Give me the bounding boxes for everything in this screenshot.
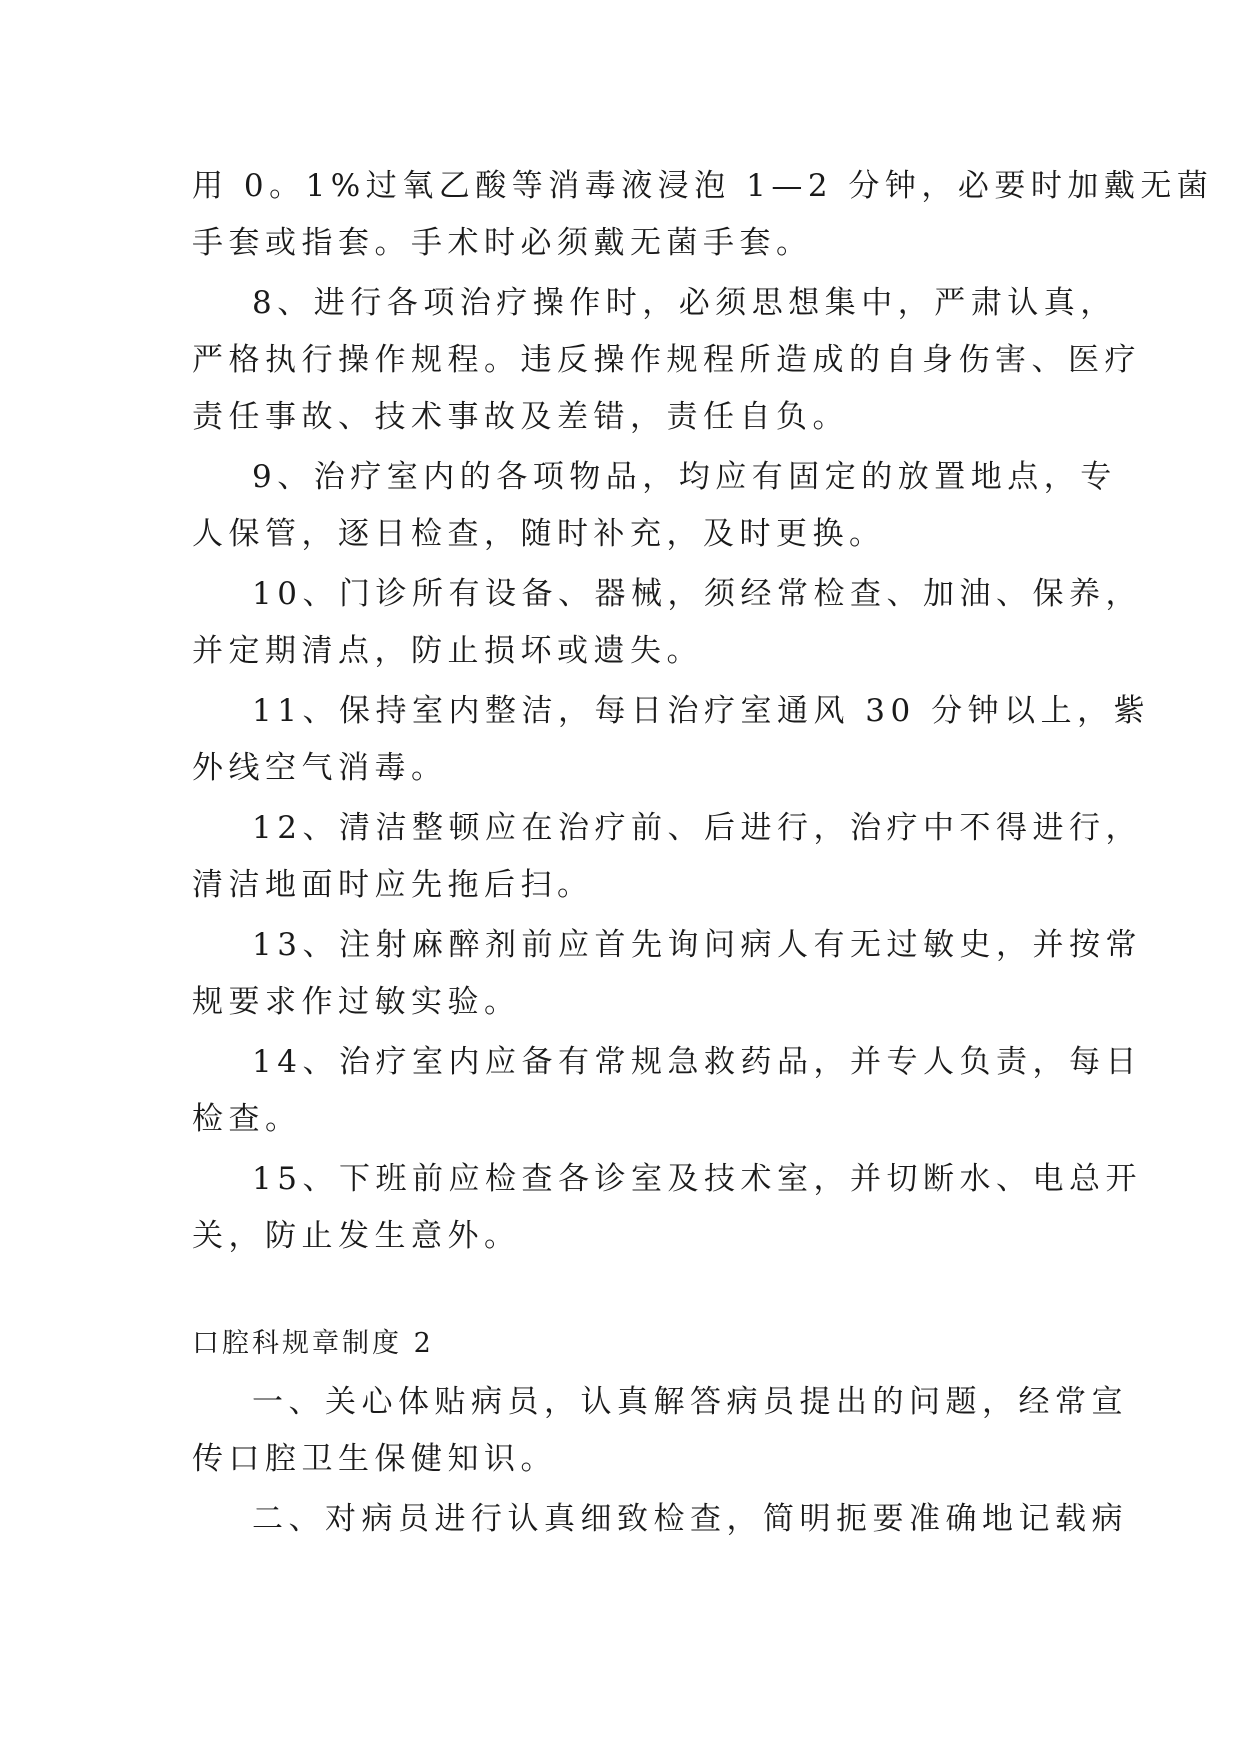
text-line: 9、治疗室内的各项物品，均应有固定的放置地点，专 bbox=[252, 459, 1117, 495]
text-line: 二、对病员进行认真细致检查，简明扼要准确地记载病 bbox=[252, 1501, 1128, 1537]
text-line: 一、关心体贴病员，认真解答病员提出的问题，经常宣 bbox=[252, 1384, 1128, 1420]
text-line: 手套或指套。手术时必须戴无菌手套。 bbox=[192, 225, 813, 261]
text-line: 12、清洁整顿应在治疗前、后进行，治疗中不得进行， bbox=[252, 810, 1142, 846]
text-line: 关，防止发生意外。 bbox=[192, 1218, 521, 1254]
text-line: 用 0。1%过氧乙酸等消毒液浸泡 1—2 分钟，必要时加戴无菌 bbox=[192, 168, 1214, 204]
text-line: 人保管，逐日检查，随时补充，及时更换。 bbox=[192, 516, 886, 552]
section-title: 口腔科规章制度 2 bbox=[192, 1328, 434, 1359]
text-line: 责任事故、技术事故及差错，责任自负。 bbox=[192, 399, 849, 435]
text-line: 10、门诊所有设备、器械，须经常检查、加油、保养， bbox=[252, 576, 1142, 612]
text-line: 并定期清点，防止损坏或遗失。 bbox=[192, 633, 703, 669]
text-line: 严格执行操作规程。违反操作规程所造成的自身伤害、医疗 bbox=[192, 342, 1141, 378]
text-line: 规要求作过敏实验。 bbox=[192, 984, 521, 1020]
text-line: 15、下班前应检查各诊室及技术室，并切断水、电总开 bbox=[252, 1161, 1142, 1197]
text-line: 检查。 bbox=[192, 1101, 302, 1137]
text-line: 清洁地面时应先拖后扫。 bbox=[192, 867, 594, 903]
text-line: 外线空气消毒。 bbox=[192, 750, 448, 786]
text-line: 11、保持室内整洁，每日治疗室通风 30 分钟以上，紫 bbox=[252, 693, 1151, 729]
text-line: 14、治疗室内应备有常规急救药品，并专人负责，每日 bbox=[252, 1044, 1142, 1080]
text-line: 传口腔卫生保健知识。 bbox=[192, 1441, 557, 1477]
text-line: 8、进行各项治疗操作时，必须思想集中，严肃认真， bbox=[252, 285, 1117, 321]
text-line: 13、注射麻醉剂前应首先询问病人有无过敏史，并按常 bbox=[252, 927, 1142, 963]
